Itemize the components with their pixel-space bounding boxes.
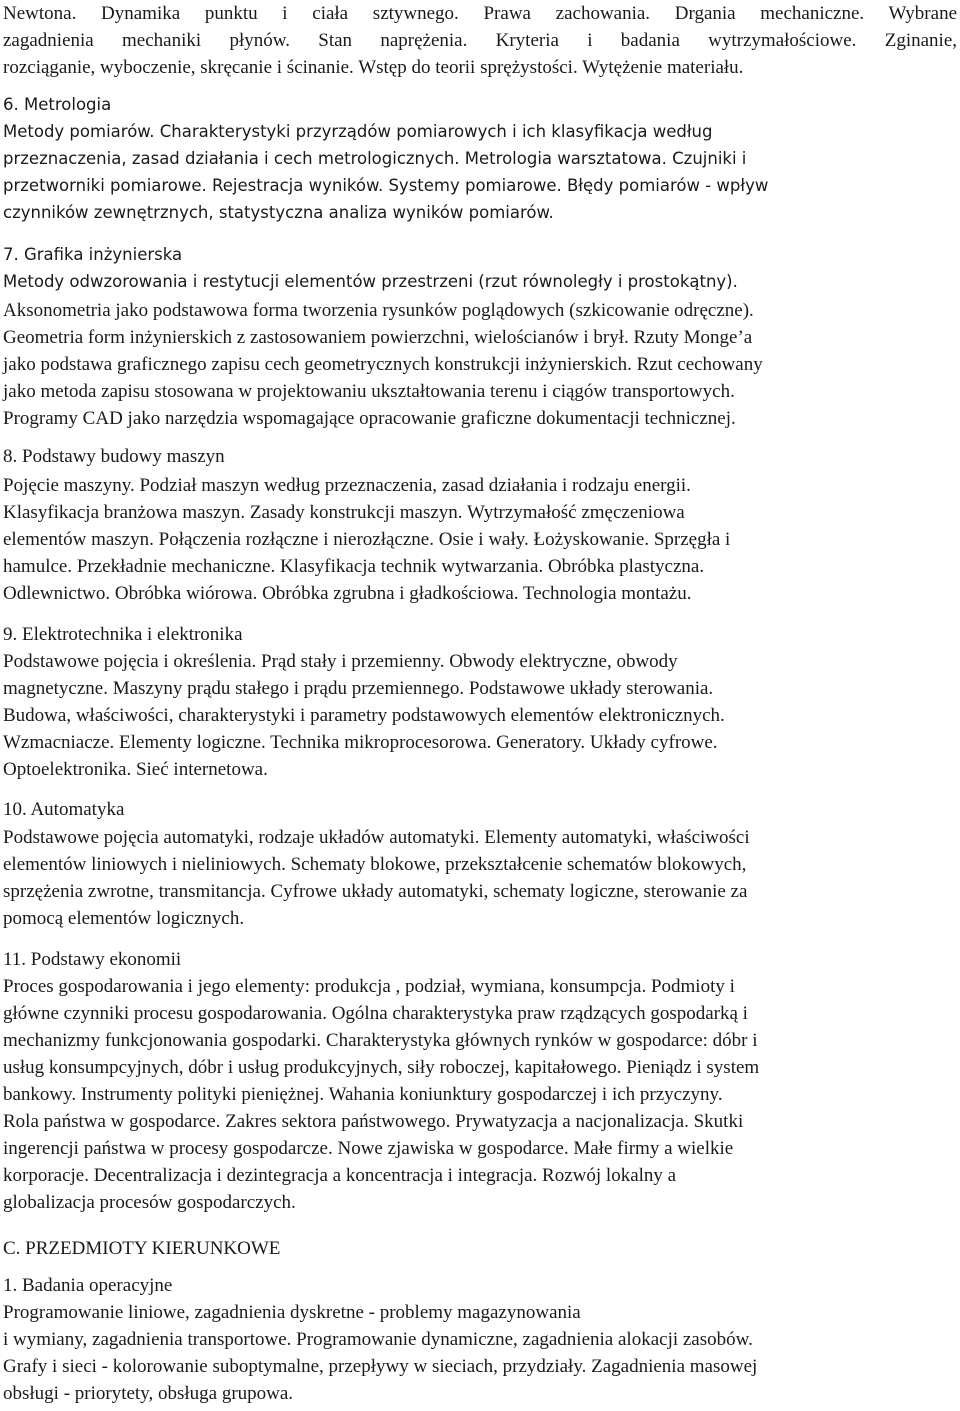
section-8-line: elementów maszyn. Połączenia rozłączne i nierozłączne. Osie i wały. Łożyskowanie. Sprzęgła i: [3, 529, 731, 550]
section-c1-line: Grafy i sieci - kolorowanie suboptymalne, przepływy w sieciach, przydziały. Zagadnienia masowej: [3, 1356, 758, 1377]
section-11-line: ingerencji państwa w procesy gospodarcze. Nowe zjawiska w gospodarce. Małe firmy a wielkie: [3, 1138, 734, 1159]
section-c1-line: Programowanie liniowe, zagadnienia dyskretne - problemy magazynowania: [3, 1302, 581, 1323]
section-10-line: Podstawowe pojęcia automatyki, rodzaje układów automatyki. Elementy automatyki, właściwości: [3, 827, 750, 848]
section-8-line: Odlewnictwo. Obróbka wiórowa. Obróbka zgrubna i gładkościowa. Technologia montażu.: [3, 583, 692, 604]
section-11-line: Proces gospodarowania i jego elementy: produkcja , podział, wymiana, konsumpcja. Podmioty i: [3, 976, 735, 997]
section-9-line: Wzmacniacze. Elementy logiczne. Technika mikroprocesorowa. Generatory. Układy cyfrowe.: [3, 732, 718, 753]
section-9-line: magnetyczne. Maszyny prądu stałego i prądu przemiennego. Podstawowe układy sterowania.: [3, 678, 714, 699]
section-11-line: Rola państwa w gospodarce. Zakres sektora państwowego. Prywatyzacja a nacjonalizacja. Skutki: [3, 1111, 744, 1132]
section-7-line: jako metoda zapisu stosowana w projektowaniu ukształtowania terenu i ciągów transportowych.: [3, 381, 735, 402]
section-11-line: korporacje. Decentralizacja i dezintegracja a koncentracja i integracja. Rozwój lokalny a: [3, 1165, 677, 1186]
section-6-heading: 6. Metrologia: [3, 95, 112, 114]
section-11-heading: 11. Podstawy ekonomii: [3, 949, 182, 970]
part-c-heading: C. PRZEDMIOTY KIERUNKOWE: [3, 1238, 281, 1259]
section-11-line: globalizacja procesów gospodarczych.: [3, 1192, 296, 1213]
section-10-line: sprzężenia zwrotne, transmitancja. Cyfrowe układy automatyki, schematy logiczne, sterowanie za: [3, 881, 748, 902]
section-6-line: czynników zewnętrznych, statystyczna analiza wyników pomiarów.: [3, 203, 554, 222]
section-c1-line: i wymiany, zagadnienia transportowe. Programowanie dynamiczne, zagadnienia alokacji zasobów.: [3, 1329, 753, 1350]
section-11-line: główne czynniki procesu gospodarowania. Ogólna charakterystyka praw rządzących gospodarką i: [3, 1003, 748, 1024]
section-11-line: usług konsumpcyjnych, dóbr i usług produkcyjnych, siły roboczej, kapitałowego. Pieniądz i system: [3, 1057, 760, 1078]
intro-line: rozciąganie, wyboczenie, skręcanie i ścinanie. Wstęp do teorii sprężystości. Wytężenie materiału.: [3, 57, 744, 78]
section-6-line: przeznaczenia, zasad działania i cech metrologicznych. Metrologia warsztatowa. Czujniki i: [3, 149, 747, 168]
section-7-heading: 7. Grafika inżynierska: [3, 245, 183, 264]
section-7-line: Geometria form inżynierskich z zastosowaniem powierzchni, wielościanów i brył. Rzuty Monge’a: [3, 327, 753, 348]
section-8-line: Klasyfikacja branżowa maszyn. Zasady konstrukcji maszyn. Wytrzymałość zmęczeniowa: [3, 502, 685, 523]
section-9-line: Budowa, właściwości, charakterystyki i parametry podstawowych elementów elektronicznych.: [3, 705, 725, 726]
intro-line: zagadnienia mechaniki płynów. Stan naprężenia. Kryteria i badania wytrzymałościowe. Zginanie,: [3, 30, 957, 51]
section-7-line: Metody odwzorowania i restytucji elementów przestrzeni (rzut równoległy i prostokątny).: [3, 272, 738, 291]
section-11-line: mechanizmy funkcjonowania gospodarki. Charakterystyka głównych rynków w gospodarce: dóbr i: [3, 1030, 758, 1051]
section-8-line: Pojęcie maszyny. Podział maszyn według przeznaczenia, zasad działania i rodzaju energii.: [3, 475, 691, 496]
section-8-line: hamulce. Przekładnie mechaniczne. Klasyfikacja technik wytwarzania. Obróbka plastyczna.: [3, 556, 705, 577]
section-9-line: Podstawowe pojęcia i określenia. Prąd stały i przemienny. Obwody elektryczne, obwody: [3, 651, 678, 672]
intro-line: Newtona. Dynamika punktu i ciała sztywnego. Prawa zachowania. Drgania mechaniczne. Wybrane: [3, 3, 957, 24]
section-10-line: pomocą elementów logicznych.: [3, 908, 245, 929]
section-9-heading: 9. Elektrotechnika i elektronika: [3, 624, 243, 645]
section-9-line: Optoelektronika. Sieć internetowa.: [3, 759, 268, 780]
section-10-line: elementów liniowych i nieliniowych. Schematy blokowe, przekształcenie schematów blokowych,: [3, 854, 747, 875]
section-6-line: Metody pomiarów. Charakterystyki przyrządów pomiarowych i ich klasyfikacja według: [3, 122, 713, 141]
section-11-line: bankowy. Instrumenty polityki pieniężnej. Wahania koniunktury gospodarczej i ich przyczyny.: [3, 1084, 723, 1105]
section-6-line: przetworniki pomiarowe. Rejestracja wyników. Systemy pomiarowe. Błędy pomiarów - wpływ: [3, 176, 769, 195]
section-7-line: jako podstawa graficznego zapisu cech geometrycznych konstrukcji inżynierskich. Rzut cechowany: [3, 354, 763, 375]
section-7-line: Aksonometria jako podstawowa forma tworzenia rysunków poglądowych (szkicowanie odręczne).: [3, 300, 754, 321]
section-c1-line: obsługi - priorytety, obsługa grupowa.: [3, 1383, 294, 1404]
section-7-line: Programy CAD jako narzędzia wspomagające opracowanie graficzne dokumentacji technicznej.: [3, 408, 736, 429]
section-8-heading: 8. Podstawy budowy maszyn: [3, 446, 225, 467]
section-10-heading: 10. Automatyka: [3, 799, 125, 820]
section-c1-heading: 1. Badania operacyjne: [3, 1275, 173, 1296]
